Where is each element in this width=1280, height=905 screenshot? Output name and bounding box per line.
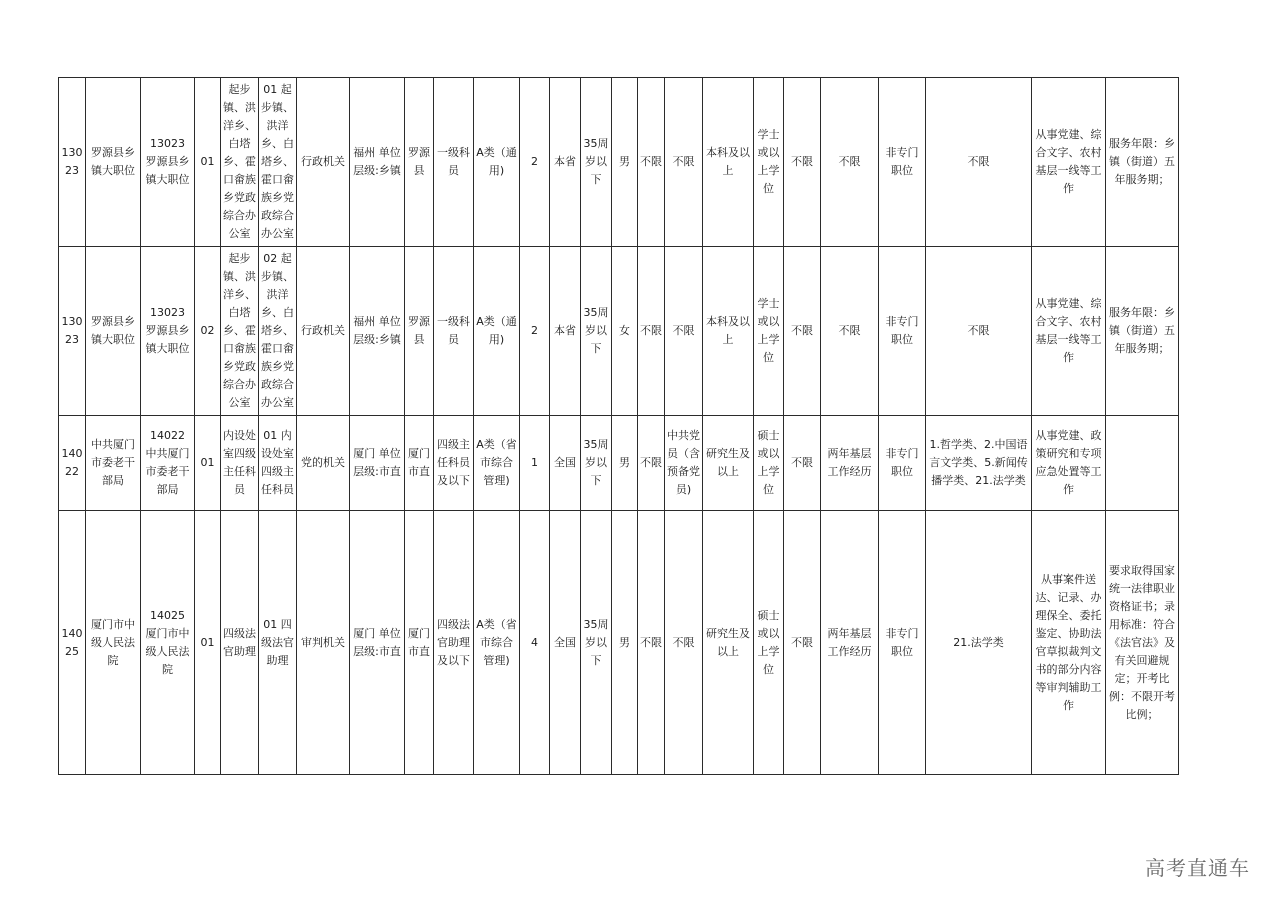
cell-department: 起步镇、洪洋乡、白塔乡、霍口畲族乡党政综合办公室 [221,247,259,416]
cell-age: 35周岁以下 [581,416,612,511]
cell-unit-code: 14025 [59,511,86,775]
cell-ethnicity: 不限 [638,247,665,416]
position-table [58,77,1179,775]
cell-experience: 两年基层工作经历 [821,416,879,511]
cell-unit-name: 罗源县乡镇大职位 [86,247,141,416]
cell-position-type: 非专门职位 [879,416,926,511]
cell-position-code-name: 01 起步镇、洪洋乡、白塔乡、霍口畲族乡党政综合办公室 [259,78,297,247]
cell-degree: 学士或以上学位 [754,78,784,247]
cell-gender: 男 [612,78,638,247]
cell-duties: 从事党建、综合文字、农村基层一线等工作 [1032,247,1106,416]
cell-age: 35周岁以下 [581,511,612,775]
cell-location: 罗源县 [405,247,434,416]
cell-position-type: 非专门职位 [879,247,926,416]
cell-age: 35周岁以下 [581,247,612,416]
cell-household: 全国 [550,416,581,511]
cell-post-level: 一级科员 [434,247,474,416]
cell-location: 罗源县 [405,78,434,247]
cell-duties: 从事案件送达、记录、办理保全、委托鉴定、协助法官草拟裁判文书的部分内容等审判辅助工作 [1032,511,1106,775]
cell-department: 起步镇、洪洋乡、白塔乡、霍口畲族乡党政综合办公室 [221,78,259,247]
cell-degree: 硕士或以上学位 [754,511,784,775]
cell-household: 本省 [550,247,581,416]
cell-ethnicity: 不限 [638,416,665,511]
cell-language: 不限 [784,78,821,247]
cell-department: 四级法官助理 [221,511,259,775]
cell-education: 本科及以上 [703,78,754,247]
cell-unit-code: 13023 [59,247,86,416]
cell-position-type: 非专门职位 [879,511,926,775]
cell-unit-nature: 审判机关 [297,511,350,775]
cell-seq: 02 [195,247,221,416]
cell-post-level: 四级法官助理及以下 [434,511,474,775]
cell-position-code-name: 01 四级法官助理 [259,511,297,775]
cell-exam-category: A类（省市综合管理) [474,511,520,775]
cell-major: 不限 [926,247,1032,416]
table-row [59,247,1179,416]
cell-language: 不限 [784,416,821,511]
cell-education: 研究生及以上 [703,416,754,511]
cell-unit-code: 14022 [59,416,86,511]
cell-politics: 不限 [665,78,703,247]
cell-remarks: 要求取得国家统一法律职业资格证书；录用标准：符合《法官法》及有关回避规定；开考比例：不限开考比例； [1106,511,1179,775]
cell-experience: 不限 [821,78,879,247]
cell-gender: 女 [612,247,638,416]
cell-unit-level: 厦门 单位层级:市直 [350,416,405,511]
cell-remarks: 服务年限：乡镇（街道）五年服务期； [1106,78,1179,247]
cell-org-code-name: 13023 罗源县乡镇大职位 [141,78,195,247]
cell-exam-category: A类（省市综合管理) [474,416,520,511]
table-row [59,416,1179,511]
table-row [59,511,1179,775]
cell-unit-name: 厦门市中级人民法院 [86,511,141,775]
cell-household: 全国 [550,511,581,775]
cell-degree: 学士或以上学位 [754,247,784,416]
cell-experience: 不限 [821,247,879,416]
cell-unit-level: 福州 单位层级:乡镇 [350,78,405,247]
cell-org-code-name: 14025 厦门市中级人民法院 [141,511,195,775]
cell-education: 本科及以上 [703,247,754,416]
cell-major: 21.法学类 [926,511,1032,775]
cell-seq: 01 [195,416,221,511]
cell-exam-category: A类（通用) [474,247,520,416]
cell-remarks: 服务年限：乡镇（街道）五年服务期； [1106,247,1179,416]
cell-seq: 01 [195,511,221,775]
cell-major: 不限 [926,78,1032,247]
cell-language: 不限 [784,247,821,416]
cell-unit-nature: 行政机关 [297,247,350,416]
cell-education: 研究生及以上 [703,511,754,775]
cell-degree: 硕士或以上学位 [754,416,784,511]
cell-exam-category: A类（通用) [474,78,520,247]
cell-post-level: 四级主任科员及以下 [434,416,474,511]
cell-org-code-name: 13023 罗源县乡镇大职位 [141,247,195,416]
cell-unit-code: 13023 [59,78,86,247]
cell-count: 4 [520,511,550,775]
cell-remarks [1106,416,1179,511]
cell-duties: 从事党建、综合文字、农村基层一线等工作 [1032,78,1106,247]
cell-unit-name: 中共厦门市委老干部局 [86,416,141,511]
cell-household: 本省 [550,78,581,247]
table-row [59,78,1179,247]
cell-location: 厦门市直 [405,511,434,775]
cell-politics: 中共党员（含预备党员) [665,416,703,511]
cell-experience: 两年基层工作经历 [821,511,879,775]
cell-ethnicity: 不限 [638,78,665,247]
cell-unit-name: 罗源县乡镇大职位 [86,78,141,247]
cell-major: 1.哲学类、2.中国语言文学类、5.新闻传播学类、21.法学类 [926,416,1032,511]
cell-department: 内设处室四级主任科员 [221,416,259,511]
cell-gender: 男 [612,511,638,775]
cell-unit-nature: 党的机关 [297,416,350,511]
cell-language: 不限 [784,511,821,775]
cell-unit-level: 厦门 单位层级:市直 [350,511,405,775]
cell-age: 35周岁以下 [581,78,612,247]
cell-count: 2 [520,247,550,416]
cell-count: 1 [520,416,550,511]
cell-gender: 男 [612,416,638,511]
cell-politics: 不限 [665,511,703,775]
cell-unit-nature: 行政机关 [297,78,350,247]
cell-count: 2 [520,78,550,247]
cell-politics: 不限 [665,247,703,416]
cell-seq: 01 [195,78,221,247]
cell-org-code-name: 14022 中共厦门市委老干部局 [141,416,195,511]
cell-location: 厦门市直 [405,416,434,511]
cell-duties: 从事党建、政策研究和专项应急处置等工作 [1032,416,1106,511]
cell-post-level: 一级科员 [434,78,474,247]
cell-unit-level: 福州 单位层级:乡镇 [350,247,405,416]
cell-position-type: 非专门职位 [879,78,926,247]
watermark-text: 高考直通车 [1145,856,1250,880]
cell-position-code-name: 01 内设处室四级主任科员 [259,416,297,511]
cell-position-code-name: 02 起步镇、洪洋乡、白塔乡、霍口畲族乡党政综合办公室 [259,247,297,416]
cell-ethnicity: 不限 [638,511,665,775]
